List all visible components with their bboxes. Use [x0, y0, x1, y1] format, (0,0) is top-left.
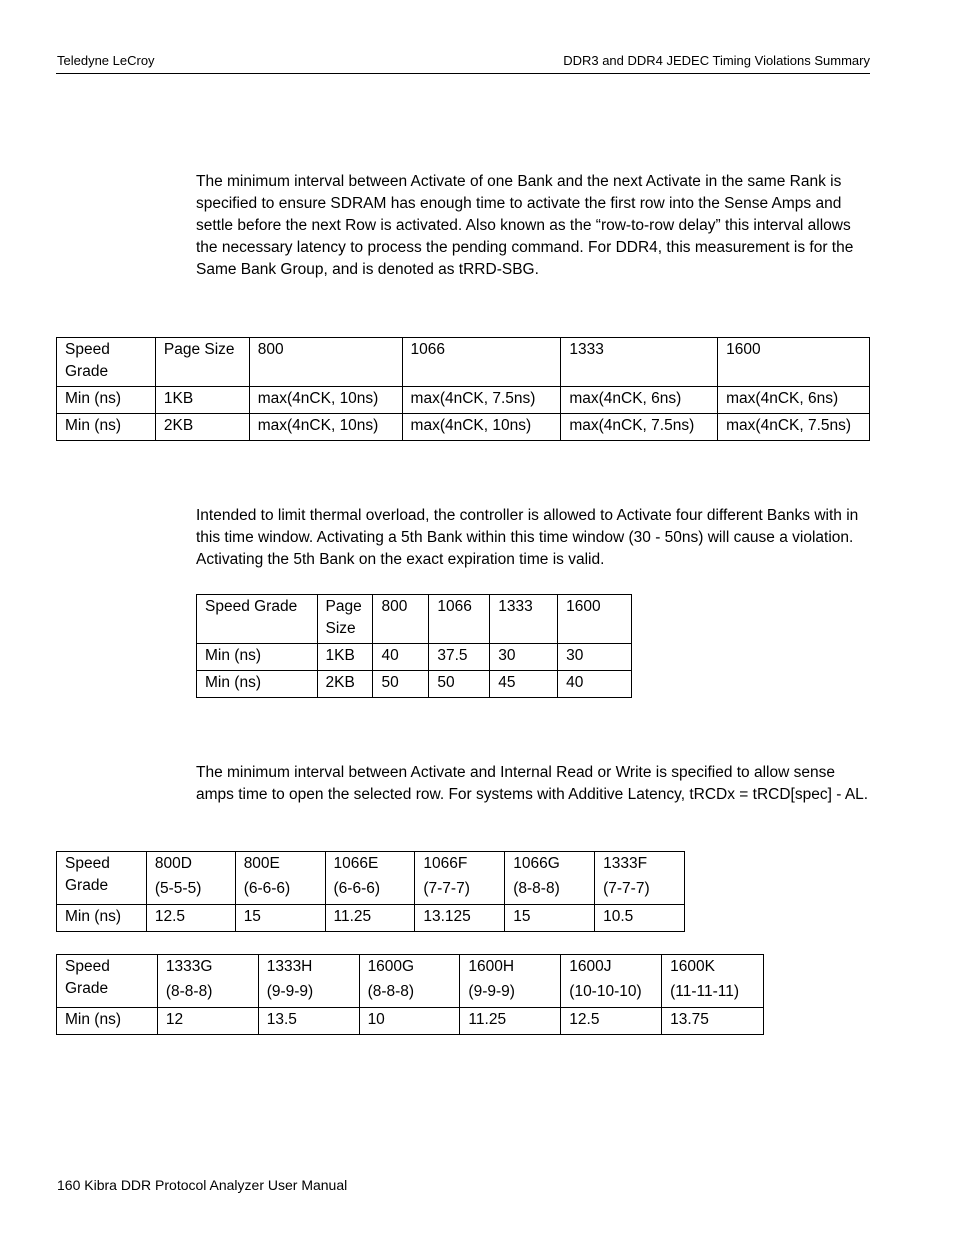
table-cell: 800 — [373, 595, 429, 644]
table-cell — [359, 955, 460, 1008]
table-cell — [460, 955, 561, 1008]
grade-name: 1600H — [468, 958, 515, 975]
table-cell: 1600 — [718, 338, 870, 387]
grade-timing: (10-10-10) — [569, 983, 642, 1000]
table-cell: 13.75 — [662, 1008, 764, 1035]
grade-timing: (9-9-9) — [266, 983, 314, 1000]
grade-name: 1066G — [513, 855, 560, 872]
table-cell: max(4nCK, 7.5ns) — [561, 414, 718, 441]
table-cell: 40 — [558, 671, 632, 698]
table-cell: 11.25 — [325, 905, 415, 932]
table-cell: 1066 — [402, 338, 561, 387]
table-cell: 2KB — [317, 671, 373, 698]
table-cell: 800 — [249, 338, 402, 387]
table-cell: 13.5 — [258, 1008, 359, 1035]
grade-timing: (6-6-6) — [243, 880, 291, 897]
table-row — [197, 644, 632, 671]
table-cell: 15 — [505, 905, 595, 932]
table-cell — [325, 852, 415, 905]
grade-timing: (6-6-6) — [333, 880, 381, 897]
table-cell: 10.5 — [595, 905, 685, 932]
grade-name: 1333G — [165, 958, 213, 975]
table-cell: max(4nCK, 7.5ns) — [402, 387, 561, 414]
table-row — [57, 905, 685, 932]
table-cell: Speed Grade — [57, 852, 147, 905]
table-row — [57, 387, 870, 414]
table-cell: 50 — [429, 671, 490, 698]
table-cell: 1066 — [429, 595, 490, 644]
table-cell: 1333 — [561, 338, 718, 387]
table-row — [57, 1008, 764, 1035]
table-row — [197, 595, 632, 644]
trrd-table — [56, 337, 870, 441]
table-cell — [505, 852, 595, 905]
table-row — [197, 671, 632, 698]
table-cell: Speed Grade — [197, 595, 318, 644]
table-cell: 30 — [490, 644, 558, 671]
table-cell: Page Size — [317, 595, 373, 644]
table-cell: 1600 — [558, 595, 632, 644]
table-cell: 1333 — [490, 595, 558, 644]
table-cell: Min (ns) — [197, 671, 318, 698]
table-cell: max(4nCK, 6ns) — [718, 387, 870, 414]
grade-name: 1600K — [670, 958, 715, 975]
table-cell: Min (ns) — [57, 1008, 158, 1035]
table-cell: 15 — [235, 905, 325, 932]
table-cell: max(4nCK, 10ns) — [402, 414, 561, 441]
table-cell: 1KB — [317, 644, 373, 671]
tfaw-paragraph: Intended to limit thermal overload, the controller is allowed to Activate four different Banks with in this time window. Activating a 5th Bank within this time window (30 - 50ns) will cause a violation. Activating the 5th Bank on the exact expiration time is valid. — [196, 507, 859, 568]
table-cell — [146, 852, 235, 905]
table-cell: Min (ns) — [57, 414, 156, 441]
table-cell: 12.5 — [146, 905, 235, 932]
header-left: Teledyne LeCroy — [57, 53, 155, 68]
grade-timing: (8-8-8) — [513, 880, 560, 897]
table-cell: 12 — [157, 1008, 258, 1035]
table-cell: Speed Grade — [57, 338, 156, 387]
table-cell: Speed Grade — [57, 955, 158, 1008]
table-cell: 1KB — [155, 387, 249, 414]
table-row — [57, 852, 685, 905]
table-cell: 50 — [373, 671, 429, 698]
table-cell: 11.25 — [460, 1008, 561, 1035]
table-row — [57, 955, 764, 1008]
trrd-paragraph: The minimum interval between Activate of one Bank and the next Activate in the same Rank is specified to ensure SDRAM has enough time to activate the first row into the Sense Amps and settle before the next Row is activated. Also known as the “row-to-row delay” this interval allows the necessary latency to process the pending command. For DDR4, this measurement is for the Same Bank Group, and is denoted as tRRD-SBG. — [196, 173, 854, 278]
table-cell: Min (ns) — [197, 644, 318, 671]
table-cell: 45 — [490, 671, 558, 698]
table-cell: Min (ns) — [57, 387, 156, 414]
trcd-paragraph: The minimum interval between Activate and Internal Read or Write is specified to allow sense amps time to open the selected row. For systems with Additive Latency, tRCDx = tRCD[spec] - AL. — [196, 764, 869, 803]
table-cell — [235, 852, 325, 905]
grade-timing: (7-7-7) — [603, 880, 650, 897]
table-cell: Page Size — [155, 338, 249, 387]
grade-timing: (7-7-7) — [423, 880, 470, 897]
table-cell: 2KB — [155, 414, 249, 441]
grade-name: 1066F — [423, 855, 468, 872]
table-cell — [662, 955, 764, 1008]
table-cell — [258, 955, 359, 1008]
grade-name: 1066E — [333, 855, 379, 872]
table-cell: 40 — [373, 644, 429, 671]
trcd-table-1 — [56, 851, 685, 932]
grade-timing: (8-8-8) — [367, 983, 415, 1000]
grade-name: 1333H — [266, 958, 313, 975]
grade-name: 1600G — [367, 958, 415, 975]
header-right: DDR3 and DDR4 JEDEC Timing Violations Summary — [563, 53, 870, 68]
table-cell: Min (ns) — [57, 905, 147, 932]
grade-timing: (8-8-8) — [165, 983, 213, 1000]
table-cell — [157, 955, 258, 1008]
table-row — [57, 414, 870, 441]
page-footer: 160 Kibra DDR Protocol Analyzer User Manual — [57, 1177, 348, 1193]
trcd-table-2 — [56, 954, 764, 1035]
table-cell — [595, 852, 685, 905]
grade-timing: (5-5-5) — [154, 880, 202, 897]
grade-timing: (9-9-9) — [468, 983, 515, 1000]
table-cell: max(4nCK, 10ns) — [249, 387, 402, 414]
table-cell: max(4nCK, 6ns) — [561, 387, 718, 414]
grade-name: 1600J — [569, 958, 612, 975]
header-rule — [56, 73, 870, 74]
table-cell — [561, 955, 662, 1008]
table-row — [57, 338, 870, 387]
grade-name: 800D — [154, 855, 192, 872]
table-cell: 13.125 — [415, 905, 505, 932]
tfaw-table — [196, 594, 632, 698]
table-cell: 10 — [359, 1008, 460, 1035]
table-cell: 12.5 — [561, 1008, 662, 1035]
table-cell: max(4nCK, 7.5ns) — [718, 414, 870, 441]
table-cell: max(4nCK, 10ns) — [249, 414, 402, 441]
grade-timing: (11-11-11) — [670, 983, 740, 1000]
table-cell: 30 — [558, 644, 632, 671]
grade-name: 800E — [243, 855, 280, 872]
table-cell: 37.5 — [429, 644, 490, 671]
grade-name: 1333F — [603, 855, 648, 872]
table-cell — [415, 852, 505, 905]
